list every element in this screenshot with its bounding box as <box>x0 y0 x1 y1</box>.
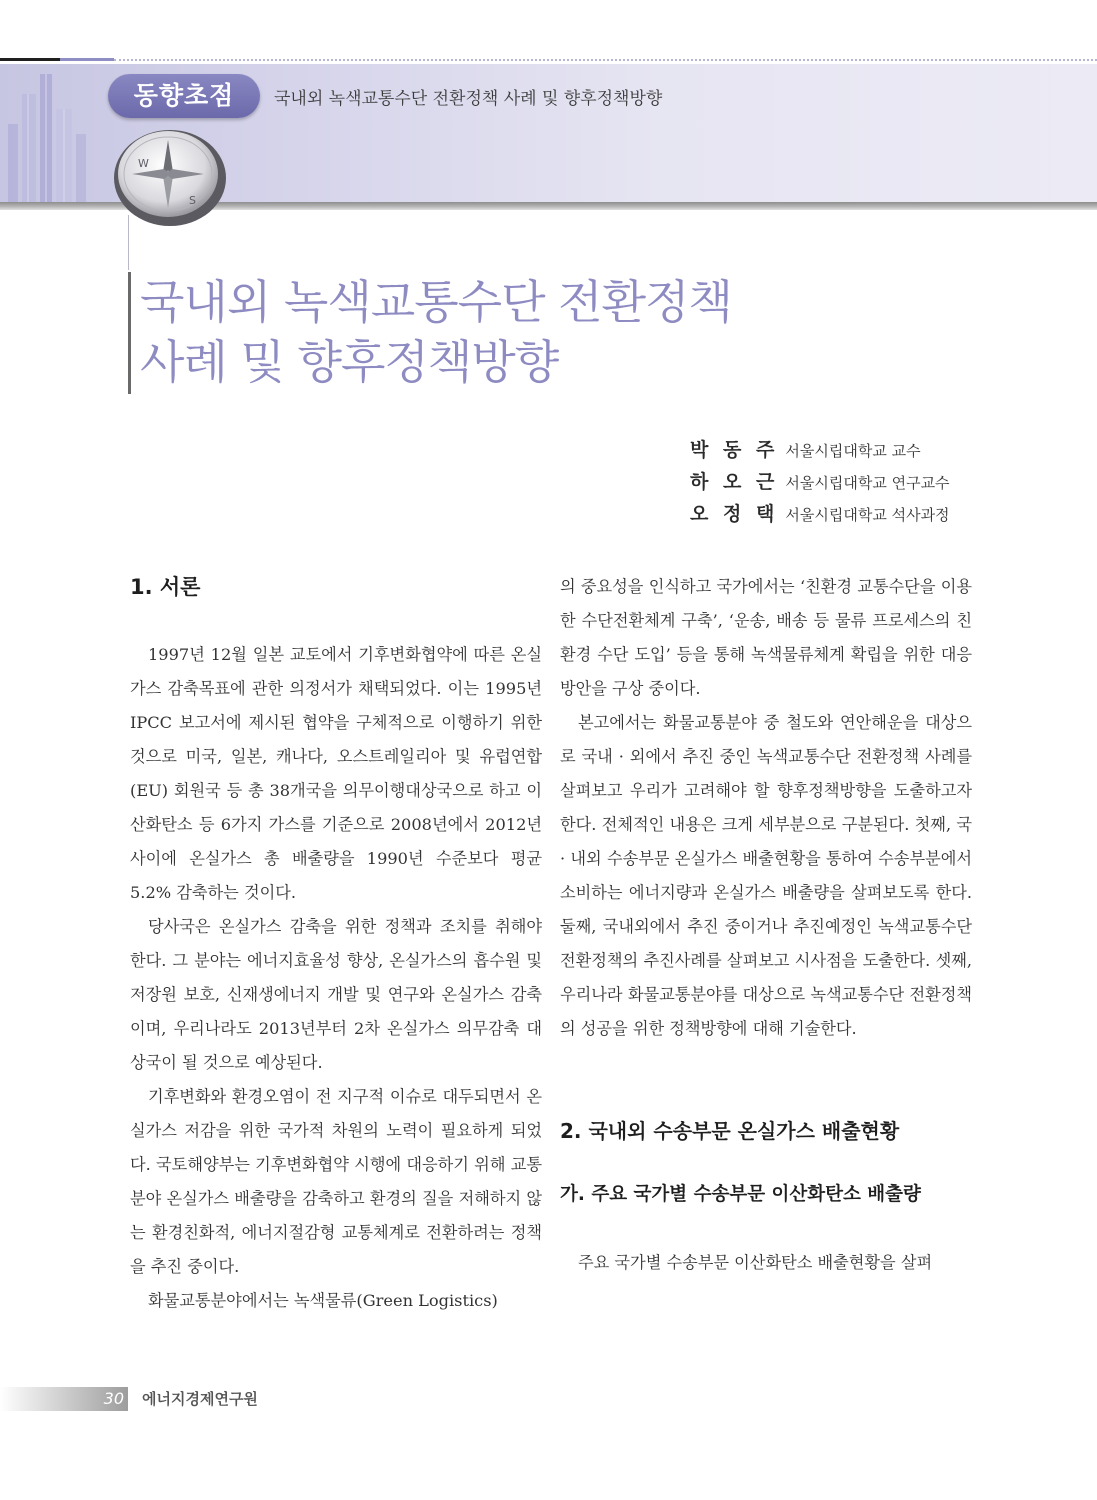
author-entry <box>690 498 990 530</box>
left-column <box>130 570 542 1318</box>
spacer <box>130 604 542 638</box>
spacer <box>560 1046 972 1080</box>
svg-text:W: W <box>138 157 149 170</box>
spacer <box>560 1212 972 1246</box>
top-rule-accent <box>60 58 114 61</box>
header-guide-line <box>128 215 129 270</box>
author-affiliation: 서울시립대학교 석사과정 <box>785 506 950 524</box>
author-affiliation: 서울시립대학교 교수 <box>785 442 921 460</box>
section-heading-introduction: 1. 서론 <box>130 575 201 599</box>
right-column <box>560 570 972 1280</box>
section-heading-emissions: 2. 국내외 수송부문 온실가스 배출현황 <box>560 1119 900 1143</box>
city-skyline-icon <box>0 64 120 202</box>
article-title <box>140 272 840 392</box>
svg-text:S: S <box>189 194 196 207</box>
running-title: 국내외 녹색교통수단 전환정책 사례 및 향후정책방향 <box>274 89 663 109</box>
author-name: 박 동 주 <box>690 439 779 461</box>
author-name: 하 오 근 <box>690 471 779 493</box>
page-number: 30 <box>103 1389 124 1408</box>
intro-paragraph-outline: 본고에서는 화물교통분야 중 철도와 연안해운을 대상으로 국내 · 외에서 추진 중인 녹색교통수단 전환정책 사례를 살펴보고 우리가 고려해야 할 향후정책방향을 도출하고자 한다. 전체적인 내용은 크게 세부분으로 구분된다. 첫째, 국 · 내외 수송부문 온실가스 배출현황을 통하여 수송부분에서 소비하는 에너지량과 온실가스 배출량을 살펴보도록 한다. 둘째, 국내외에서 추진 중이거나 추진예정인 녹색교통수단 전환정책의 추진사례를 살펴보고 시사점을 도출한다. 셋째, 우리나라 화물교통분야를 대상으로 녹색교통수단 전환정책의 성공을 위한 정책방향에 대해 기술한다. <box>560 713 972 1038</box>
spacer <box>560 1080 972 1114</box>
article-title-line-2: 사례 및 향후정책방향 <box>140 335 559 389</box>
author-list <box>690 434 990 530</box>
author-affiliation: 서울시립대학교 연구교수 <box>785 474 950 492</box>
section-label-badge: 동향초점 <box>108 74 260 118</box>
intro-paragraph-2: 당사국은 온실가스 감축을 위한 정책과 조치를 취해야 한다. 그 분야는 에너지효율성 향상, 온실가스의 흡수원 및 저장원 보호, 신재생에너지 개발 및 연구와 온실가스 감축이며, 우리나라도 2013년부터 2차 온실가스 의무감축 대상국이 될 것으로 예상된다. <box>130 917 542 1072</box>
emissions-paragraph-1: 주요 국가별 수송부문 이산화탄소 배출현황을 살펴 <box>578 1253 933 1272</box>
article-title-line-1: 국내외 녹색교통수단 전환정책 <box>140 275 732 329</box>
intro-paragraph-continued: 의 중요성을 인식하고 국가에서는 ‘친환경 교통수단을 이용한 수단전환체계 구축’, ‘운송, 배송 등 물류 프로세스의 친환경 수단 도입’ 등을 통해 녹색물류체계 확립을 위한 대응방안을 구상 중이다. <box>560 577 972 698</box>
spacer <box>560 1148 972 1178</box>
author-name: 오 정 택 <box>690 503 779 525</box>
title-accent-bar <box>128 272 131 394</box>
top-rule-dark <box>0 58 60 61</box>
intro-paragraph-3: 기후변화와 환경오염이 전 지구적 이슈로 대두되면서 온실가스 저감을 위한 국가적 차원의 노력이 필요하게 되었다. 국토해양부는 기후변화협약 시행에 대응하기 위해 교통분야 온실가스 배출량을 감축하고 환경의 질을 저해하지 않는 환경친화적, 에너지절감형 교통체계로 전환하려는 정책을 추진 중이다. <box>130 1087 542 1276</box>
author-entry <box>690 434 990 466</box>
author-entry <box>690 466 990 498</box>
intro-paragraph-4: 화물교통분야에서는 녹색물류(Green Logistics) <box>148 1291 498 1310</box>
intro-paragraph-1: 1997년 12월 일본 교토에서 기후변화협약에 따른 온실가스 감축목표에 관한 의정서가 채택되었다. 이는 1995년 IPCC 보고서에 제시된 협약을 구체적으로 이행하기 위한 것으로 미국, 일본, 캐나다, 오스트레일리아 및 유럽연합(EU) 회원국 등 총 38개국을 의무이행대상국으로 하고 이산화탄소 등 6가지 가스를 기준으로 2008년에서 2012년 사이에 온실가스 총 배출량을 1990년 수준보다 평균 5.2% 감축하는 것이다. <box>130 645 542 902</box>
top-rule-dotted <box>114 59 1097 61</box>
compass-icon <box>106 122 228 230</box>
publisher-name: 에너지경제연구원 <box>142 1390 258 1408</box>
subsection-heading-co2: 가. 주요 국가별 수송부문 이산화탄소 배출량 <box>560 1184 921 1205</box>
